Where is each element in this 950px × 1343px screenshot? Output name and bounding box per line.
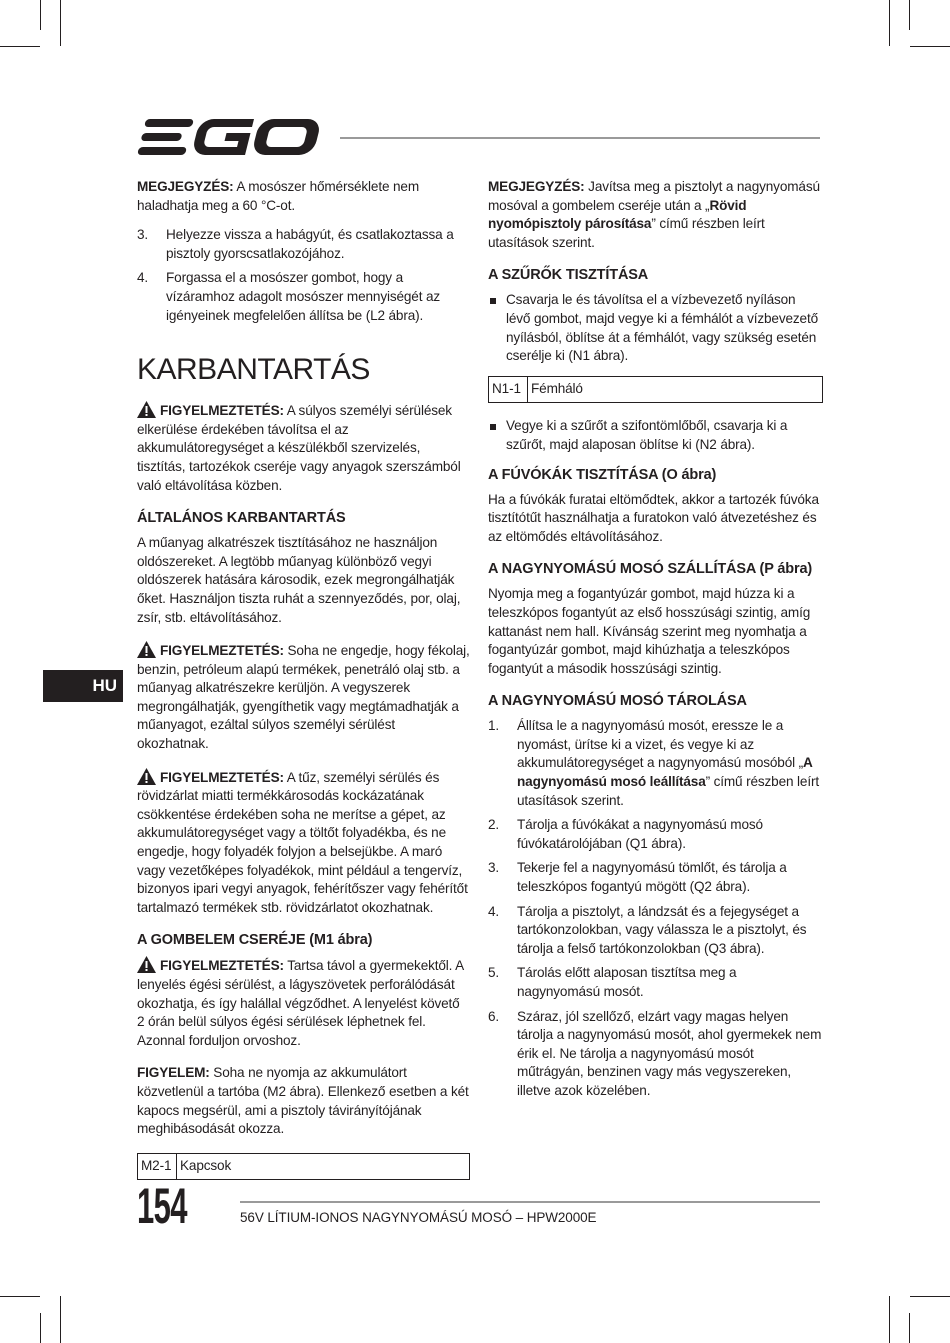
transport-paragraph: Nyomja meg a fogantyúzár gombot, majd húzza ki a teleszkópos fogantyút az első hosszúsági szintig, amíg kattanást nem hall. Kívánság szerint meg nyomhatja a fogantyúzár gombot, majd kihúzhatja a teleszkópos fogantyút a második hosszúsági szintig.	[488, 586, 811, 676]
page-title: KARBANTARTÁS	[137, 353, 370, 387]
warning-paragraph	[137, 768, 470, 918]
note-paragraph	[488, 178, 823, 252]
table-row	[489, 376, 823, 403]
section-heading-general: ÁLTALÁNOS KARBANTARTÁS	[137, 510, 346, 527]
list-item	[488, 964, 823, 1001]
reference-table-m2	[137, 1153, 470, 1181]
nozzles-paragraph: Ha a fúvókák furatai eltömődtek, akkor a tartozék fúvóka tisztítótűt használhatja a furatokon való átvezetéshez és az eltömődés eltávolításához.	[488, 491, 819, 544]
note-reference: Rövid nyomópisztoly párosítása	[488, 197, 747, 232]
table-row	[138, 1153, 470, 1180]
crop-mark	[60, 0, 61, 46]
warning-text: Tartsa távol a gyermekektől. A lenyelés égési sérülést, a lágyszövetek perforálódását okozhatja, és így halállal végződhet. A lenyelést követő 2 órán belül súlyos égési sérülések léphetnek fel. Azonnal forduljon orvoshoz.	[137, 958, 464, 1048]
table-cell-label: Kapcsok	[177, 1153, 470, 1180]
table-cell-code: N1-1	[489, 376, 528, 403]
warning-icon	[137, 768, 156, 785]
crop-mark	[909, 1313, 910, 1343]
section-heading-nozzles: A FÚVÓKÁK TISZTÍTÁSA (O ábra)	[488, 466, 717, 483]
note-text: A mosószer hőmérséklete nem haladhatja meg a 60 °C-ot.	[137, 179, 419, 213]
crop-mark	[889, 1296, 890, 1343]
reference-table-n1	[488, 376, 823, 404]
step-number: 3.	[137, 227, 149, 243]
step-text: Tárolás előtt alaposan tisztítsa meg a nagynyomású mosót.	[517, 965, 737, 999]
warning-label: FIGYELMEZTETÉS:	[160, 769, 284, 785]
warning-text: A tűz, személyi sérülés és rövidzárlat miatti termékkárosodás kockázatának csökkentése érdekében soha ne merítse a gépet, az akkumulátoregységet vagy a töltőt folyadékba, és ne engedje, hogy folyadék folyjon a belsejükbe. A maró vagy vezetőképes folyadékok, mint például a tengervíz, bizonyos ipari vegyi anyagok, fehérítőszer vagy fehérítőt tartalmazó termékek stb. rövidzárlatot okozhatnak.	[137, 769, 468, 915]
step-number: 6.	[488, 1008, 500, 1024]
crop-mark	[910, 46, 950, 47]
warning-text: Soha ne engedje, hogy fékolaj, benzin, petróleum alapú termékek, penetráló olaj stb. a műanyag alkatrészekre kerüljön. A vegyszerek megrongálhatják, gyengíthetik vagy megtámadhatják a műanyagot, ezáltal súlyos személyi sérülést okozhatnak.	[137, 643, 470, 752]
table-cell-label: Fémháló	[528, 376, 823, 403]
step-text: Helyezze vissza a habágyút, és csatlakoztassa a pisztoly gyorscsatlakozójához.	[166, 227, 454, 261]
caution-label: FIGYELEM:	[137, 1065, 210, 1081]
bullet-text: Vegye ki a szűrőt a szifontömlőből, csavarja ki a szűrőt, majd alaposan öblítse ki (N2 ábra).	[506, 418, 788, 452]
header-rule	[340, 137, 820, 139]
right-column	[488, 178, 823, 1107]
bullet-list	[488, 291, 823, 365]
warning-icon	[137, 401, 156, 418]
caution-paragraph	[137, 1064, 470, 1138]
step-number: 4.	[488, 903, 500, 919]
step-number: 3.	[488, 860, 500, 876]
section-heading-storage: A NAGYNYOMÁSÚ MOSÓ TÁROLÁSA	[488, 693, 747, 710]
note-label: MEGJEGYZÉS:	[137, 179, 234, 194]
note-label: MEGJEGYZÉS:	[488, 179, 585, 194]
step-number: 1.	[488, 718, 500, 734]
steps-list	[137, 226, 470, 325]
step-reference: A nagynyomású mosó leállítása	[517, 755, 813, 790]
list-item	[488, 1008, 823, 1101]
crop-mark	[0, 1296, 40, 1297]
storage-steps-list	[488, 717, 823, 1100]
note-text: Javítsa meg a pisztolyt a nagynyomású mosóval a gombelem cseréje után a „	[488, 179, 820, 213]
step-number: 2.	[488, 817, 500, 833]
crop-mark	[40, 0, 41, 30]
left-column	[137, 178, 470, 1180]
bullet-square-icon	[490, 424, 496, 430]
footer-rule	[240, 1201, 820, 1203]
crop-mark	[0, 46, 40, 47]
list-item	[488, 291, 823, 365]
list-item	[488, 816, 823, 853]
step-number: 5.	[488, 965, 500, 981]
crop-mark	[889, 0, 890, 46]
warning-text: A súlyos személyi sérülések elkerülése érdekében távolítsa el az akkumulátoregységet a készülékből szervizelés, tisztítás, tartozékok cseréje vagy anyagok szerszámból való eltávolítása közben.	[137, 403, 461, 493]
ego-logo	[137, 115, 323, 159]
warning-paragraph	[137, 956, 470, 1050]
crop-mark	[910, 1296, 950, 1297]
section-heading-knob: A GOMBELEM CSERÉJE (M1 ábra)	[137, 932, 373, 949]
list-item	[488, 903, 823, 959]
step-text: Tekerje fel a nagynyomású tömlőt, és tárolja a teleszkópos fogantyú mögött (Q2 ábra).	[517, 860, 787, 895]
list-item	[488, 859, 823, 896]
step-text: Forgassa el a mosószer gombot, hogy a vízáramhoz adagolt mosószer mennyiségét az igényeinek megfelelően állítsa be (L2 ábra).	[166, 270, 441, 323]
step-text: ” című részben leírt utasítások szerint.	[517, 774, 819, 808]
language-tab: HU	[43, 670, 123, 702]
list-item	[137, 269, 470, 325]
step-text: Tárolja a fúvókákat a nagynyomású mosó fúvókatárolójában (Q1 ábra).	[517, 817, 763, 851]
warning-icon	[137, 956, 156, 973]
bullet-square-icon	[490, 298, 496, 304]
step-text: Állítsa le a nagynyomású mosót, eressze le a nyomást, ürítse ki a vizet, és vegye ki az akkumulátoregységet a nagynyomású mosóból „	[517, 718, 803, 771]
list-item	[488, 717, 823, 810]
warning-paragraph	[137, 401, 470, 495]
table-cell-code: M2-1	[138, 1153, 177, 1180]
note-paragraph	[137, 178, 470, 215]
crop-mark	[60, 1296, 61, 1343]
crop-mark	[909, 0, 910, 30]
bullet-text: Csavarja le és távolítsa el a vízbevezető nyíláson lévő gombot, majd vegye ki a fémhálót a vízbevezető nyílásból, öblítse át a fémhálót, vagy szükség esetén cserélje ki (N1 ábra).	[506, 292, 818, 364]
caution-text: Soha ne nyomja az akkumulátort közvetlenül a tartóba (M2 ábra). Ellenkező esetben a két kapocs megsérül, ami a pisztoly távirányítójának meghibásodását okozza.	[137, 1065, 469, 1137]
warning-label: FIGYELMEZTETÉS:	[160, 958, 284, 974]
general-paragraph: A műanyag alkatrészek tisztításához ne használjon oldószereket. A legtöbb műanyag különböző vegyi oldószerek hatására károsodik, ezek megrongálhatják őket. Használjon tiszta ruhát a szennyeződés, por, olaj, zsír, stb. eltávolításához.	[137, 535, 461, 625]
footer-title: 56V LÍTIUM-IONOS NAGYNYOMÁSÚ MOSÓ – HPW2000E	[240, 1210, 597, 1225]
note-text: ” című részben leírt utasítások szerint.	[488, 216, 765, 250]
page-number: 154	[137, 1178, 187, 1234]
warning-icon	[137, 641, 156, 658]
section-heading-transport: A NAGYNYOMÁSÚ MOSÓ SZÁLLÍTÁSA (P ábra)	[488, 561, 813, 578]
warning-label: FIGYELMEZTETÉS:	[160, 643, 284, 659]
step-text: Tárolja a pisztolyt, a lándzsát és a fejegységet a tartókonzolokban, vagy válassza le a pisztolyt, és tárolja a felső tartókonzolokban (Q3 ábra).	[517, 903, 807, 956]
step-number: 4.	[137, 270, 149, 286]
list-item	[137, 226, 470, 263]
list-item	[488, 417, 823, 454]
warning-paragraph	[137, 641, 470, 754]
bullet-list	[488, 417, 823, 454]
warning-label: FIGYELMEZTETÉS:	[160, 403, 284, 419]
crop-mark	[40, 1313, 41, 1343]
step-text: Száraz, jól szellőző, elzárt vagy magas helyen tárolja a nagynyomású mosót, ahol gyermekek nem érik el. Ne tárolja a nagynyomású mosót műtrágyán, benzinen vagy más vegyszereken, illetve azok közelében.	[517, 1008, 822, 1098]
section-heading-filters: A SZŰRŐK TISZTÍTÁSA	[488, 267, 649, 284]
